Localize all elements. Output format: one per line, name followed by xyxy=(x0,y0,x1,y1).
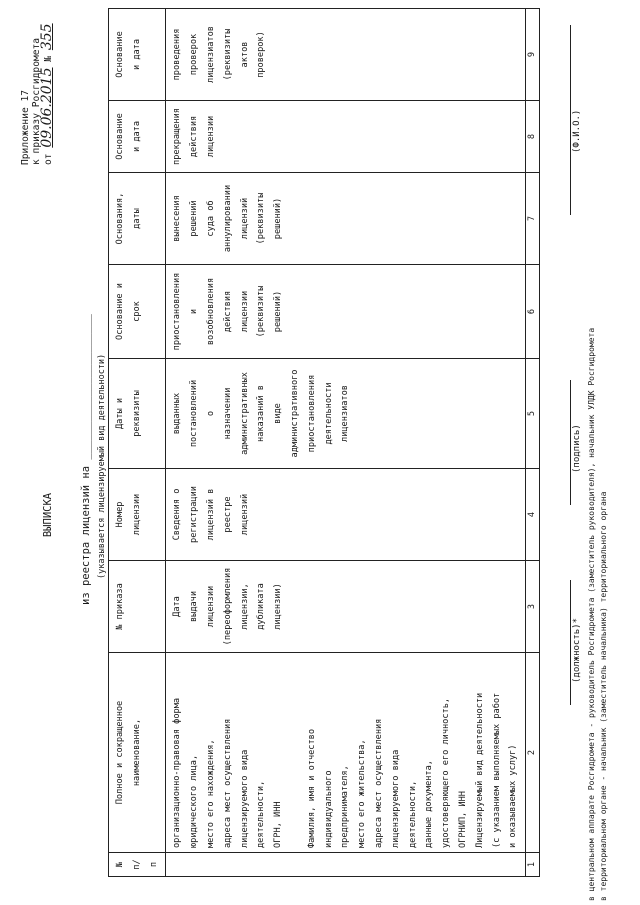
column-header-line: реквизиты xyxy=(131,390,142,437)
column-header-line: Основание и xyxy=(115,283,125,340)
column-number: 6 xyxy=(526,265,540,359)
cell-text-line: Фамилия, имя и отчество xyxy=(306,729,317,848)
cell-text-line: деятельности, xyxy=(407,780,418,848)
column-header-line: лицензии xyxy=(131,493,142,536)
license-register-table xyxy=(108,8,540,877)
cell-text-line: лицензий xyxy=(239,493,250,536)
signature-line xyxy=(570,380,571,505)
column-header xyxy=(109,101,166,173)
cell-text-line: лицензиатов xyxy=(340,385,351,442)
cell-text-line: лицензии xyxy=(205,585,216,628)
cell-text-line: лицензиатов xyxy=(205,26,216,83)
fio-line xyxy=(570,25,571,215)
signature-caption: (подпись) xyxy=(572,424,582,473)
table-cell xyxy=(166,359,526,469)
cell-text-line: приостановления xyxy=(172,272,183,351)
column-header-line: Основания, xyxy=(115,192,125,245)
cell-text-line: возобновления xyxy=(205,277,216,346)
table-cell xyxy=(166,561,526,653)
cell-text-line: актов xyxy=(239,41,250,68)
table-cell xyxy=(166,101,526,173)
cell-text-line: действия xyxy=(222,290,233,333)
column-header-line: срок xyxy=(131,301,142,322)
cell-text-line: (реквизиты xyxy=(256,285,267,338)
cell-text-line: решений) xyxy=(273,290,284,333)
table-cell xyxy=(166,173,526,265)
cell-text-line: лицензируемого вида xyxy=(239,749,250,848)
table-header-row xyxy=(109,9,166,877)
cell-text-line: деятельности, xyxy=(256,780,267,848)
column-header xyxy=(109,173,166,265)
column-header-line: даты xyxy=(131,208,142,229)
cell-text-line: организационно-правовая форма xyxy=(172,697,183,848)
column-header xyxy=(109,359,166,469)
column-header xyxy=(109,9,166,101)
cell-text-line: вынесения xyxy=(172,195,183,242)
table-row xyxy=(166,9,526,877)
appendix-line-1: Приложение 17 xyxy=(20,89,31,165)
cell-text-line: назначении xyxy=(222,387,233,440)
cell-text-line: место его жительства, xyxy=(357,739,368,848)
cell-text-line: лицензии xyxy=(205,115,216,158)
cell-text-line: проведения xyxy=(172,28,183,81)
column-header-line: Основание xyxy=(115,113,125,160)
column-number: 2 xyxy=(526,653,540,853)
fio-caption: (Ф.И.О.) xyxy=(572,109,582,153)
cell-text-line: проверок xyxy=(189,33,200,76)
footnote-territorial: в территориальном органе - начальник (заместитель начальника) территориального органа xyxy=(599,491,608,901)
cell-text-line: наказаний в xyxy=(256,385,267,442)
cell-text-line: приостановления xyxy=(306,374,317,453)
column-header-line: № приказа xyxy=(115,583,125,630)
cell-text-line: выдачи xyxy=(189,590,200,623)
column-header-line: наименование, xyxy=(131,718,142,787)
cell-text-line: Лицензируемый вид деятельности xyxy=(474,692,485,848)
cell-text-line: Дата xyxy=(172,596,183,617)
table-cell xyxy=(166,9,526,101)
column-header xyxy=(109,469,166,561)
column-number: 4 xyxy=(526,469,540,561)
cell-text-line: прекращения xyxy=(172,108,183,165)
column-number: 5 xyxy=(526,359,540,469)
cell-text-line: решений xyxy=(189,200,200,237)
cell-text-line: (реквизиты xyxy=(222,28,233,81)
cell-text-line: суда об xyxy=(205,200,216,237)
cell-text-line: ОГРН, ИНН xyxy=(273,801,284,848)
cell-text-line xyxy=(287,657,304,848)
column-header xyxy=(109,853,166,877)
column-header-line: Основание xyxy=(115,31,125,78)
appendix-date-prefix: от xyxy=(43,153,54,165)
cell-text-line: административных xyxy=(239,372,250,455)
cell-text-line: лицензируемого вида xyxy=(390,749,401,848)
column-header-line: и дата xyxy=(131,38,142,71)
cell-text-line: (переоформления xyxy=(222,567,233,646)
appendix-date-value: 09.06.2015 xyxy=(39,67,55,148)
column-header-line: и дата xyxy=(131,120,142,153)
register-hint: (указывается лицензируемый вид деятельности) xyxy=(97,353,107,579)
column-number-row xyxy=(526,9,540,877)
position-caption: (должность)* xyxy=(572,617,582,683)
table-cell xyxy=(166,853,526,877)
cell-text-line: место его нахождения, xyxy=(205,739,216,848)
cell-text-line: (реквизиты xyxy=(256,192,267,245)
column-number: 3 xyxy=(526,561,540,653)
column-number: 9 xyxy=(526,9,540,101)
cell-text-line: лицензий xyxy=(239,197,250,240)
column-header xyxy=(109,653,166,853)
cell-text-line: выданных xyxy=(172,392,183,435)
cell-text-line: предпринимателя, xyxy=(340,765,351,848)
column-number: 8 xyxy=(526,101,540,173)
cell-text-line: проверок) xyxy=(256,31,267,78)
cell-text-line: решений) xyxy=(273,197,284,240)
table-cell xyxy=(166,265,526,359)
appendix-number-prefix: № xyxy=(43,55,54,62)
appendix-number-value: 355 xyxy=(39,23,55,51)
cell-text-line: административного xyxy=(289,369,300,458)
footnote-central: в центральном аппарате Росгидромета - руководитель Росгидромета (заместитель руководителя), начальник УЛДК Росгидромета xyxy=(587,327,596,901)
column-header-line: п/п xyxy=(131,859,159,870)
appendix-date-line xyxy=(39,5,55,165)
cell-text-line: лицензии) xyxy=(273,583,284,630)
column-header-line: № xyxy=(115,861,125,868)
position-line xyxy=(570,580,571,705)
appendix-header xyxy=(20,5,54,165)
column-number: 1 xyxy=(526,853,540,877)
cell-text-line: лицензии, xyxy=(239,583,250,630)
cell-text-line: и xyxy=(189,308,200,315)
cell-text-line: деятельности xyxy=(323,382,334,445)
cell-text-line: постановлений xyxy=(189,379,200,448)
column-header xyxy=(109,561,166,653)
cell-text-line: регистрации xyxy=(189,486,200,543)
cell-text-line: удостоверяющего его личность, xyxy=(441,697,452,848)
cell-text-line: реестре xyxy=(222,496,233,533)
cell-text-line: дубликата xyxy=(256,583,267,630)
cell-text-line: ОГРНИП, ИНН xyxy=(457,791,468,848)
column-header-line: Полное и сокращенное xyxy=(115,700,125,805)
cell-text-line: адреса мест осуществления xyxy=(373,718,384,848)
cell-text-line: о xyxy=(205,410,216,417)
cell-text-line: юридического лица, xyxy=(189,754,200,848)
document-title: ВЫПИСКА xyxy=(42,492,54,538)
cell-text-line: лицензий в xyxy=(205,488,216,541)
column-number: 7 xyxy=(526,173,540,265)
cell-text-line: лицензии xyxy=(239,290,250,333)
cell-text-line: индивидуального xyxy=(323,770,334,848)
register-line: из реестра лицензий на _______________________ xyxy=(80,314,92,605)
cell-text-line: данные документа, xyxy=(424,760,435,848)
column-header xyxy=(109,265,166,359)
cell-text-line: и оказываемых услуг) xyxy=(508,744,519,848)
cell-text-line: действия xyxy=(189,115,200,158)
cell-text-line: аннулировании xyxy=(222,184,233,253)
table-cell xyxy=(166,653,526,853)
column-header-line: Даты и xyxy=(115,397,125,430)
appendix-line-2: к приказу Росгидромета xyxy=(31,37,42,165)
table-cell xyxy=(166,469,526,561)
cell-text-line: Сведения о xyxy=(172,488,183,541)
cell-text-line: виде xyxy=(273,403,284,424)
cell-text-line: (с указанием выполняемых работ xyxy=(491,692,502,848)
cell-text-line: адреса мест осуществления xyxy=(222,718,233,848)
column-header-line: Номер xyxy=(115,501,125,528)
